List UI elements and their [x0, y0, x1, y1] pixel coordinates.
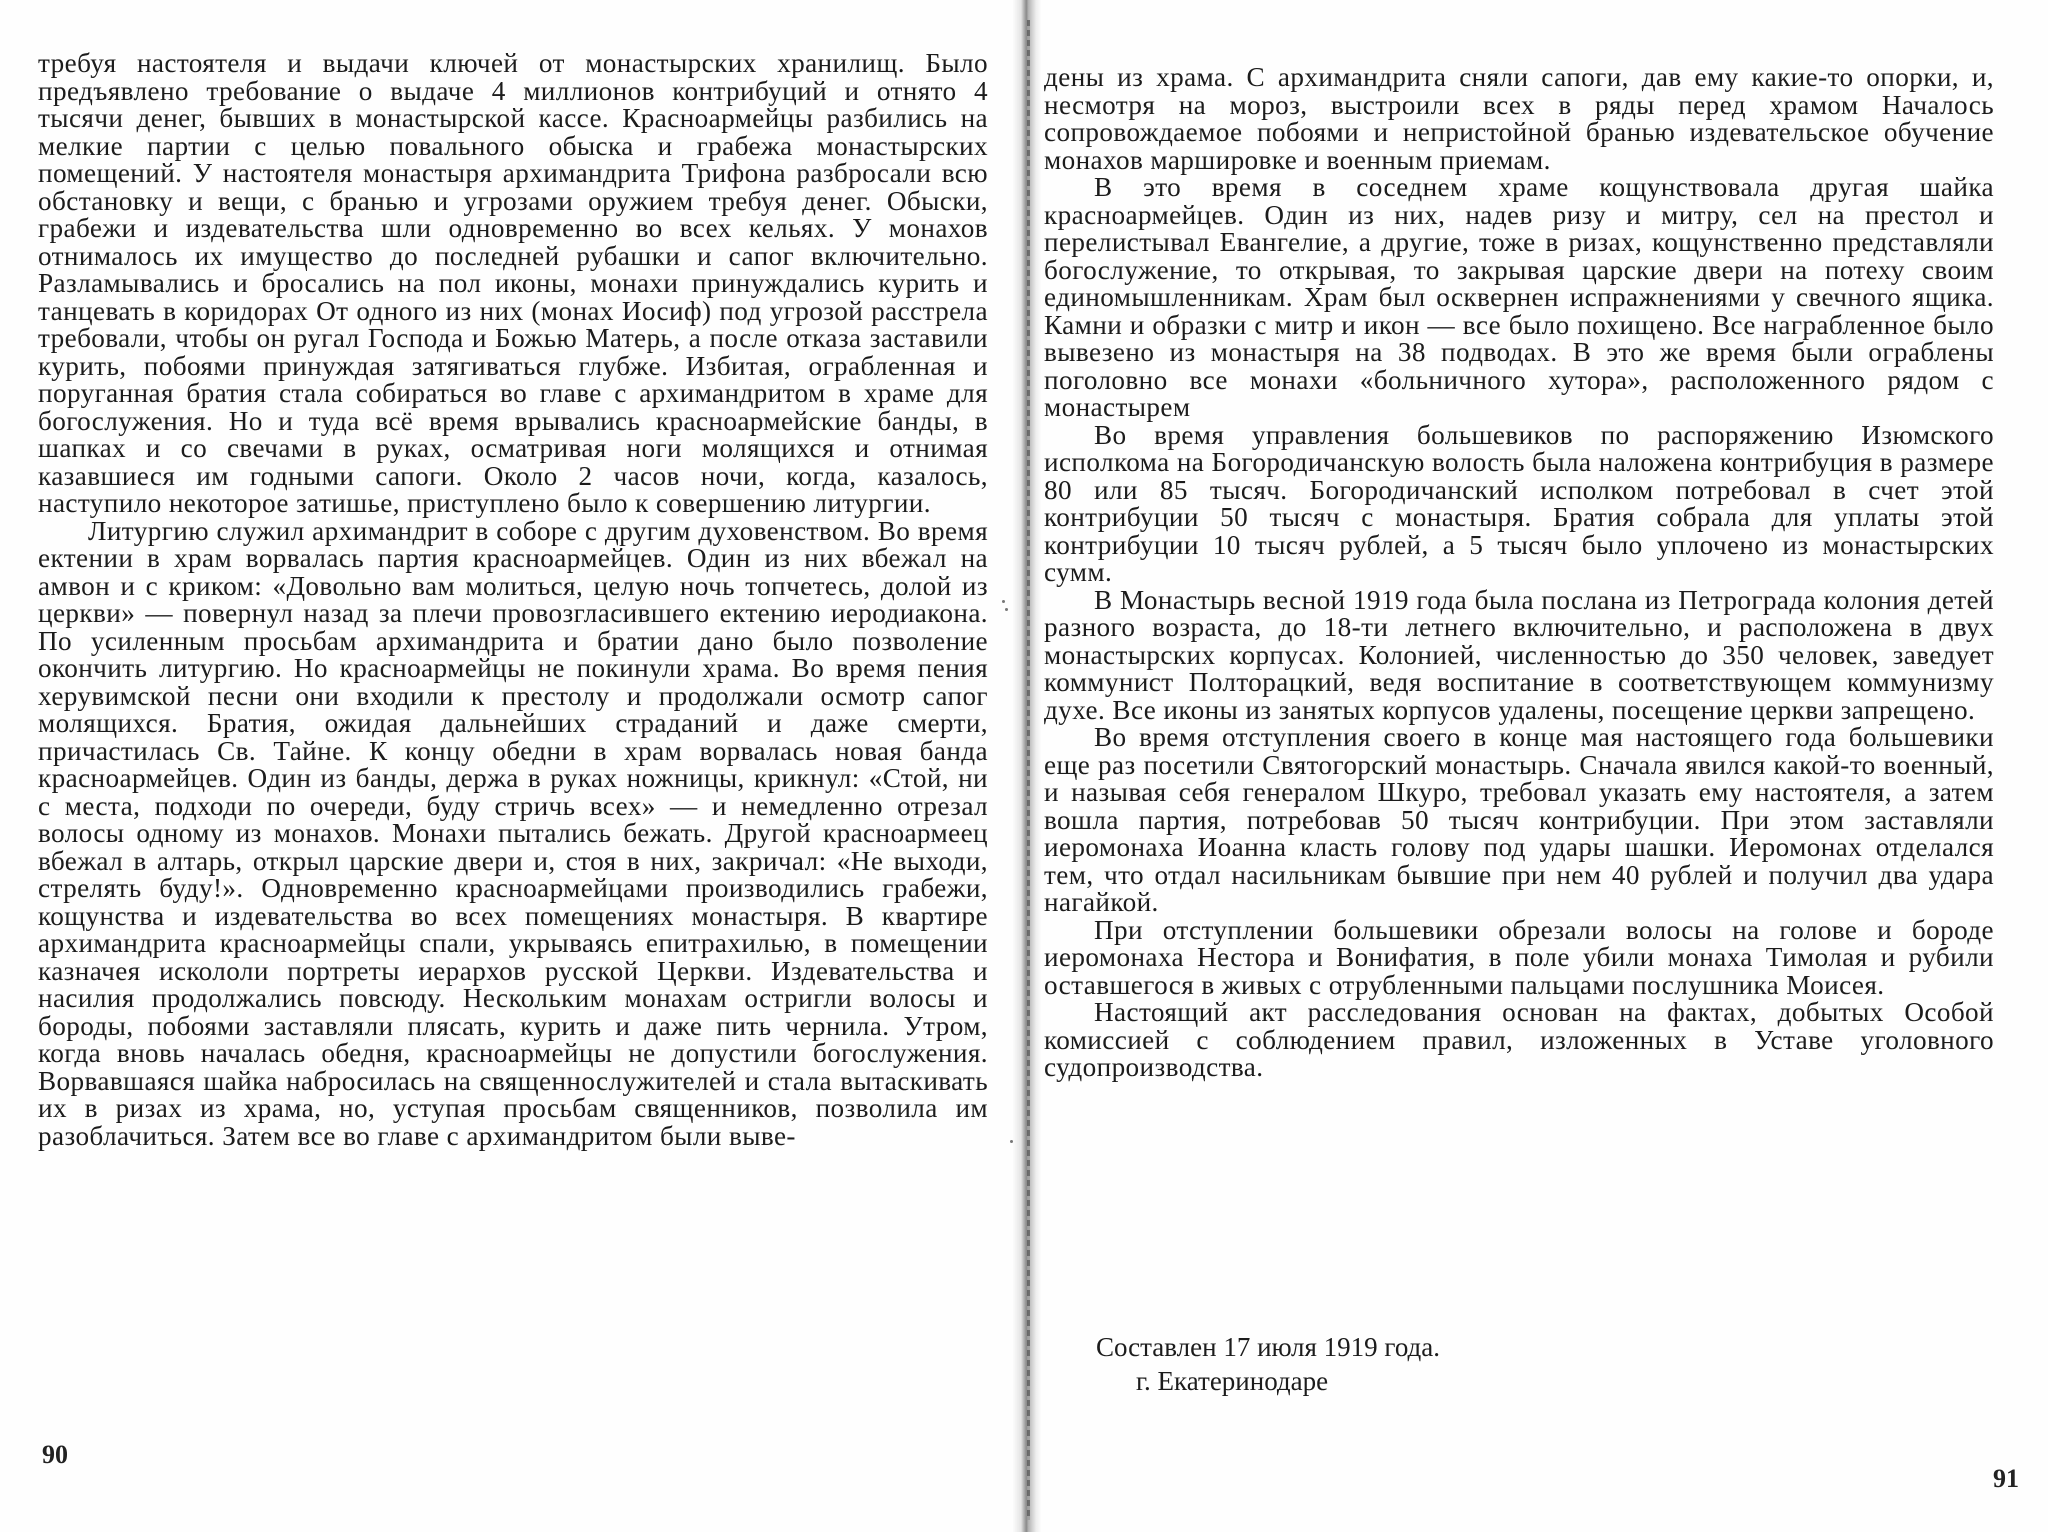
print-speck: [1005, 608, 1008, 611]
right-page-number: 91: [1993, 1464, 2019, 1493]
right-paragraph-5: Во время отступления своего в конце мая настоящего года большевики еще раз посетили Святогорский монастырь. Сначала явился какой-то военный, и называя себя генералом Шкуро, требовал указать ему настоятеля, а затем вошла партия, потребовав 50 тысяч контрибуции. При этом заставляли иеромонаха Иоанна класть голову под удары шашки. Иеромонах отделался тем, что отдал насильникам бывшие при нем 40 рублей и получил два удара нагайкой.: [1044, 722, 1994, 917]
signature-date: Составлен 17 июля 1919 года.: [1096, 1332, 1441, 1362]
left-page-number: 90: [42, 1440, 68, 1469]
right-paragraph-7: Настоящий акт расследования основан на фактах, добытых Особой комиссией с соблюдением правил, изложенных в Уставе уголовного судопроизводства.: [1044, 997, 1994, 1082]
print-speck: [1010, 1140, 1013, 1143]
right-paragraph-3: Во время управления большевиков по распоряжению Изюмского исполкома на Богородичанскую волость была наложена контрибуция в размере 80 или 85 тысяч. Богородичанский исполком потребовал в счет этой контрибуции 50 тысяч с монастыря. Братия собрала для уплаты этой контрибуции 10 тысяч рублей, а 5 тысяч было уплочено из монастырских сумм.: [1044, 419, 1994, 587]
right-paragraph-2: В это время в соседнем храме кощунствовала другая шайка красноармейцев. Один из них, надев ризу и митру, сел на престол и перелистывал Евангелие, а другие, тоже в ризах, кощунственно представляли богослужение, то открывая, то закрывая царские двери на потеху своим единомышленникам. Храм был осквернен испражнениями у свечного ящика. Камни и образки с митр и икон — все было похищено. Все награбленное было вывезено из монастыря на 38 подводах. В это же время были ограблены поголовно все монахи «больничного хутора», расположенного рядом с монастырем: [1044, 172, 1994, 422]
right-paragraph-4: В Монастырь весной 1919 года была послана из Петрограда колония детей разного возраста, до 18-ти летнего включительно, и расположена в двух монастырских корпусах. Колонией, численностью до 350 человек, заведует коммунист Полторацкий, ведя воспитание в соответствующем коммунизму духе. Все иконы из занятых корпусов удалены, посещение церкви запрещено.: [1044, 584, 1994, 725]
signature-place: г. Екатеринодаре: [1136, 1366, 1329, 1396]
print-speck: [1002, 600, 1005, 603]
document-signature: [1096, 1330, 1440, 1398]
right-paragraph-6: При отступлении большевики обрезали волосы на голове и бороде иеромонаха Нестора и Вонифатия, в поле убили монаха Тимолая и рубили оставшегося в живых с отрубленными пальцами послушника Моисея.: [1044, 914, 1994, 1000]
left-page: [0, 0, 1020, 1532]
right-page-text: [1044, 64, 1994, 1082]
right-paragraph-1: дены из храма. С архимандрита сняли сапоги, дав ему какие-то опорки, и, несмотря на мороз, выстроили всех в ряды перед храмом Началось сопровождаемое побоями и непристойной бранью издевательское обучение монахов маршировке и военным приемам.: [1044, 62, 1994, 175]
right-page: [1028, 0, 2048, 1532]
left-paragraph-2: Литургию служил архимандрит в соборе с другим духовенством. Во время ектении в храм ворвалась партия красноармейцев. Один из них вбежал на амвон и с криком: «Довольно вам молиться, целую ночь топчетесь, долой из церкви» — повернул назад за плечи провозгласившего ектению иеродиакона. По усиленным просьбам архимандрита и братии дано было позволение окончить литургию. Но красноармейцы не покинули храма. Во время пения херувимской песни они входили к престолу и продолжали осмотр сапог молящихся. Братия, ожидая дальнейших страданий и даже смерти, причастилась Св. Тайне. К концу обедни в храм ворвалась новая банда красноармейцев. Один из банды, держа в руках ножницы, крикнул: «Стой, ни с места, подходи по очереди, буду стричь всех» — и немедленно отрезал волосы одному из монахов. Монахи пытались бежать. Другой красноармеец вбежал в алтарь, открыл царские двери и, стоя в них, закричал: «Не выходи, стрелять буду!». Одновременно красноармейцами производились грабежи, кощунства и издевательства во всех помещениях монастыря. В квартире архимандрита красноармейцы спали, укрываясь епитрахилью, в помещении казначея искололи портреты иерархов русской Церкви. Издевательства и насилия продолжались повсюду. Нескольким монахам остригли волосы и бороды, побоями заставляли плясать, курить и даже пить чернила. Утром, когда вновь началась обедня, красноармейцы не допустили богослужения. Ворвавшаяся шайка набросилась на священнослужителей и стала вытаскивать их в ризах из храма, но, уступая просьбам священников, позволила им разоблачиться. Затем все во главе с архимандритом были выве-: [38, 515, 988, 1151]
left-page-text: [38, 50, 988, 1150]
left-paragraph-1: требуя настоятеля и выдачи ключей от монастырских хранилищ. Было предъявлено требование о выдаче 4 миллионов контрибуций и отнято 4 тысячи денег, бывших в монастырской кассе. Красноармейцы разбились на мелкие партии с целью повального обыска и грабежа монастырских помещений. У настоятеля монастыря архимандрита Трифона разбросали всю обстановку и вещи, с бранью и угрозами оружием требуя денег. Обыски, грабежи и издевательства шли одновременно во всех кельях. У монахов отнималось их имущество до последней рубашки и сапог включительно. Разламывались и бросались на пол иконы, монахи принуждались курить и танцевать в коридорах От одного из них (монах Иосиф) под угрозой расстрела требовали, чтобы он ругал Господа и Божью Матерь, а после отказа заставили курить, побоями принуждая затягиваться глубже. Избитая, ограбленная и поруганная братия стала собираться во главе с архимандритом в храме для богослужения. Но и туда всё время врывались красноармейские банды, в шапках и со свечами в руках, осматривая ноги молящихся и отнимая казавшиеся им годными сапоги. Около 2 часов ночи, когда, казалось, наступило некоторое затишье, приступлено было к совершению литургии.: [38, 48, 988, 518]
